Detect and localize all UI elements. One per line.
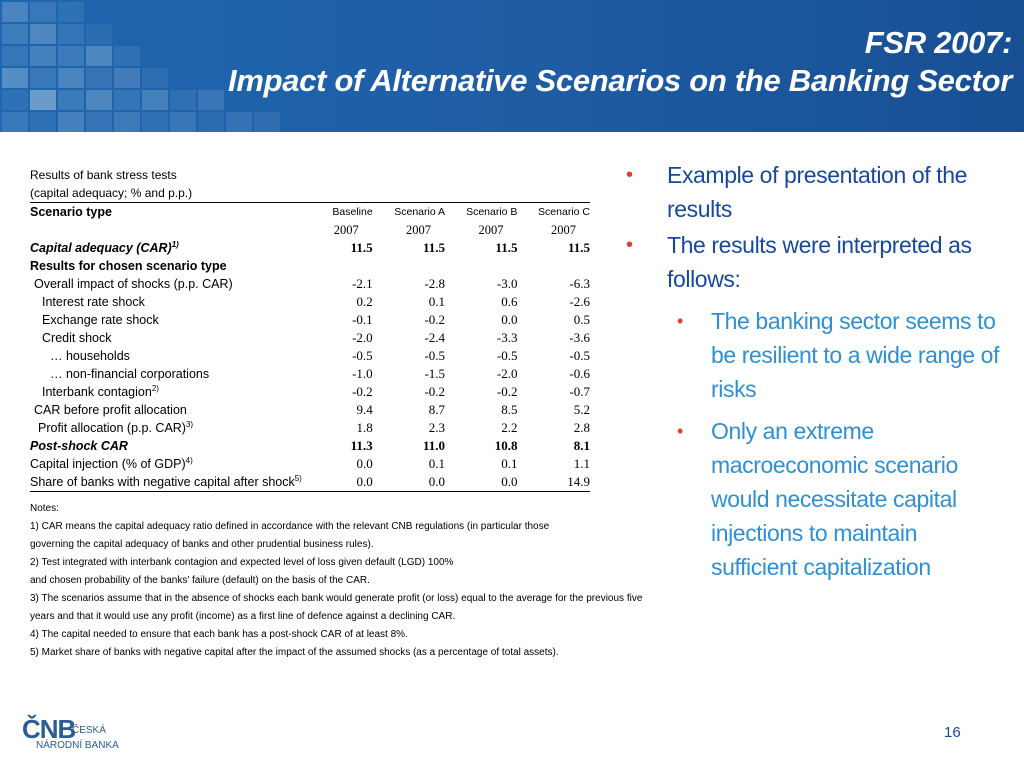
value-cell: -0.1 <box>352 312 373 327</box>
row-label-text: Profit allocation (p.p. CAR) <box>38 421 186 435</box>
logo-text-line-2: NÁRODNÍ BANKA <box>36 740 119 751</box>
header-tile <box>2 24 28 44</box>
header-tile <box>226 112 252 132</box>
year-cell: 2007 <box>406 223 432 237</box>
cnb-logo <box>22 714 142 754</box>
row-label-text: Interbank contagion <box>42 385 152 399</box>
stress-test-table-area <box>30 166 590 492</box>
sub-bullet-text: The banking sector seems to be resilient to a wide range of risks <box>711 308 1000 402</box>
value-cell: -3.0 <box>496 276 518 291</box>
header-tile <box>30 46 56 66</box>
value-cell: 0.2 <box>356 294 373 309</box>
value-cell: 11.5 <box>350 240 373 255</box>
header-tile <box>58 46 84 66</box>
value-cell: 11.5 <box>422 240 446 255</box>
header-tile <box>198 112 224 132</box>
value-cell: -0.2 <box>424 312 446 327</box>
table-row <box>30 437 590 455</box>
bullet-text: The results were interpreted as follows: <box>667 232 972 292</box>
year-cell: 2007 <box>551 223 576 237</box>
header-tile <box>142 90 168 110</box>
header-tile <box>86 24 112 44</box>
note-line: 3) The scenarios assume that in the absence of shocks each bank would generate profit (or loss) equal to the average for the previous five <box>30 593 643 604</box>
row-label <box>30 401 302 419</box>
row-label <box>30 365 302 383</box>
value-cell: -0.5 <box>569 348 590 363</box>
header-tile <box>30 2 56 22</box>
value-cell: 0.1 <box>501 456 518 471</box>
row-label <box>30 293 302 311</box>
logo-mark: ČNB <box>22 714 76 744</box>
value-cell: -2.8 <box>424 276 446 291</box>
value-cell: 0.1 <box>428 456 446 471</box>
title-line-1: FSR 2007: <box>864 25 1012 60</box>
row-label-text: Results for chosen scenario type <box>30 259 227 273</box>
header-tile <box>86 68 112 88</box>
row-label-text: Share of banks with negative capital after shock <box>30 475 295 489</box>
sub-bullet-text: Only an extreme macroeconomic scenario would necessitate capital injections to maintain sufficient capitalization <box>711 418 958 580</box>
value-cell: -0.7 <box>569 384 590 399</box>
logo-text-line-1: ČESKÁ <box>72 725 106 736</box>
value-cell: 0.1 <box>428 294 446 309</box>
note-line: Notes: <box>30 503 59 514</box>
header-tile <box>30 90 56 110</box>
value-cell: -2.0 <box>496 366 518 381</box>
row-label-text: … households <box>50 349 130 363</box>
bullet-dot-icon: • <box>626 234 633 256</box>
column-header: Baseline <box>302 203 373 222</box>
row-label-text: Capital adequacy (CAR) <box>30 241 172 255</box>
footnote-marker: 3) <box>185 419 194 429</box>
note-line: years and that it would use any profit (income) as a first line of defence against a declining CAR. <box>30 611 456 622</box>
row-label-text: Overall impact of shocks (p.p. CAR) <box>34 277 233 291</box>
row-label <box>30 311 302 329</box>
value-cell: -0.6 <box>569 366 590 381</box>
row-label <box>30 329 302 347</box>
bullet-item <box>622 228 1002 296</box>
header-tile <box>2 2 28 22</box>
bullet-item <box>622 158 1002 226</box>
header-tile <box>2 46 28 66</box>
header-tile <box>170 90 196 110</box>
row-label-text: … non-financial corporations <box>50 367 210 381</box>
header-tile <box>142 112 168 132</box>
year-cell: 2007 <box>478 223 504 237</box>
row-label <box>30 455 302 473</box>
header-tile <box>114 112 140 132</box>
header-tile <box>58 2 84 22</box>
value-cell: 11.3 <box>350 438 373 453</box>
value-cell: 0.0 <box>373 473 445 492</box>
header-scenario-type: Scenario type <box>30 203 302 222</box>
sub-bullet-item <box>622 414 1002 584</box>
value-cell: -0.2 <box>496 384 518 399</box>
header-tile <box>86 46 112 66</box>
table-row <box>30 311 590 329</box>
row-label-text: Interest rate shock <box>42 295 145 309</box>
header-tile <box>30 68 56 88</box>
page-title <box>228 24 1012 100</box>
header-tile <box>2 68 28 88</box>
header-tile <box>170 112 196 132</box>
row-label <box>30 239 302 257</box>
row-label-text: Capital injection (% of GDP) <box>30 457 186 471</box>
value-cell: 10.8 <box>494 438 518 453</box>
table-subcaption: (capital adequacy; % and p.p.) <box>30 186 193 200</box>
header-tile <box>58 68 84 88</box>
row-label <box>30 419 302 437</box>
value-cell: -0.5 <box>496 348 518 363</box>
table-row <box>30 455 590 473</box>
value-cell: 5.2 <box>573 402 590 417</box>
value-cell: -0.2 <box>352 384 373 399</box>
row-label-text: CAR before profit allocation <box>34 403 187 417</box>
row-label <box>30 473 302 492</box>
value-cell: 0.0 <box>501 312 518 327</box>
table-row <box>30 383 590 401</box>
row-label-text: Credit shock <box>42 331 112 345</box>
footnote-marker: 4) <box>185 455 193 465</box>
bullet-dot-icon: • <box>677 421 683 441</box>
value-cell: -2.1 <box>352 276 373 291</box>
header-tile <box>2 90 28 110</box>
value-cell: 11.5 <box>567 240 590 255</box>
header-tile <box>86 112 112 132</box>
value-cell: -0.5 <box>424 348 446 363</box>
sub-bullet-item <box>622 304 1002 406</box>
column-header: Scenario B <box>445 203 517 222</box>
value-cell: 1.8 <box>356 420 373 435</box>
value-cell: 1.1 <box>573 456 590 471</box>
value-cell: -6.3 <box>569 276 590 291</box>
header-tile <box>142 68 168 88</box>
table-row <box>30 329 590 347</box>
value-cell: 0.5 <box>573 312 590 327</box>
table-row <box>30 239 590 257</box>
table-body <box>30 239 590 492</box>
bullet-dot-icon: • <box>677 311 683 331</box>
bullet-list <box>622 158 1002 584</box>
column-header: Scenario A <box>373 203 445 222</box>
value-cell: -2.6 <box>569 294 590 309</box>
row-label <box>30 275 302 293</box>
note-line: 2) Test integrated with interbank contagion and expected level of loss given default (LGD) 100% <box>30 557 454 568</box>
value-cell: 8.1 <box>573 438 590 453</box>
row-label <box>30 257 590 275</box>
column-header: Scenario C <box>517 203 590 222</box>
row-label-text: Exchange rate shock <box>42 313 159 327</box>
table-row <box>30 419 590 437</box>
stress-test-table <box>30 202 590 492</box>
value-cell: -3.6 <box>569 330 590 345</box>
footnote-marker: 2) <box>151 383 159 393</box>
value-cell: -1.5 <box>424 366 446 381</box>
table-caption: Results of bank stress tests <box>30 168 177 182</box>
value-cell: -2.0 <box>352 330 373 345</box>
page-number: 16 <box>944 724 961 741</box>
footnote-marker: 1) <box>171 239 179 249</box>
note-line: 4) The capital needed to ensure that each bank has a post-shock CAR of at least 8%. <box>30 629 408 640</box>
table-row <box>30 257 590 275</box>
row-label <box>30 383 302 401</box>
header-tile <box>58 90 84 110</box>
note-line: and chosen probability of the banks' failure (default) on the basis of the CAR. <box>30 575 370 586</box>
value-cell: 8.7 <box>428 402 446 417</box>
header-tile <box>198 90 224 110</box>
year-cell: 2007 <box>333 223 359 237</box>
value-cell: 2.8 <box>573 420 590 435</box>
header-tile <box>86 90 112 110</box>
header-tile <box>114 90 140 110</box>
value-cell: 11.5 <box>495 240 518 255</box>
header-tile <box>58 112 84 132</box>
header-banner <box>0 0 1024 132</box>
table-header-row <box>30 203 590 222</box>
value-cell: 0.6 <box>501 294 518 309</box>
table-row <box>30 293 590 311</box>
value-cell: -0.5 <box>352 348 373 363</box>
value-cell: 0.0 <box>445 473 517 492</box>
note-line: 1) CAR means the capital adequacy ratio defined in accordance with the relevant CNB regulations (in particular those <box>30 521 550 532</box>
value-cell: 11.0 <box>422 438 446 453</box>
value-cell: -0.2 <box>424 384 446 399</box>
value-cell: -2.4 <box>424 330 446 345</box>
table-row <box>30 347 590 365</box>
value-cell: 14.9 <box>517 473 590 492</box>
header-tile <box>2 112 28 132</box>
table-row <box>30 473 590 492</box>
table-year-row <box>30 221 590 239</box>
value-cell: 2.2 <box>501 420 518 435</box>
header-tile <box>30 24 56 44</box>
value-cell: 9.4 <box>356 402 373 417</box>
header-tile <box>114 46 140 66</box>
header-tile <box>114 68 140 88</box>
row-label <box>30 347 302 365</box>
header-tile <box>30 112 56 132</box>
header-tile <box>254 112 280 132</box>
note-line: 5) Market share of banks with negative capital after the impact of the assumed shocks (as a percentage of total assets). <box>30 647 559 658</box>
bullet-text: Example of presentation of the results <box>667 162 967 222</box>
footnote-marker: 5) <box>294 473 302 483</box>
value-cell: 8.5 <box>501 402 518 417</box>
row-label-text: Post-shock CAR <box>30 439 128 453</box>
table-row <box>30 365 590 383</box>
note-line: governing the capital adequacy of banks and other prudential business rules). <box>30 539 374 550</box>
title-line-2: Impact of Alternative Scenarios on the Banking Sector <box>228 63 1012 98</box>
row-label <box>30 437 302 455</box>
header-tile <box>58 24 84 44</box>
value-cell: -3.3 <box>496 330 518 345</box>
table-row <box>30 275 590 293</box>
table-row <box>30 401 590 419</box>
value-cell: -1.0 <box>352 366 373 381</box>
value-cell: 0.0 <box>356 456 373 471</box>
bullet-dot-icon: • <box>626 164 633 186</box>
value-cell: 0.0 <box>302 473 373 492</box>
value-cell: 2.3 <box>428 420 446 435</box>
